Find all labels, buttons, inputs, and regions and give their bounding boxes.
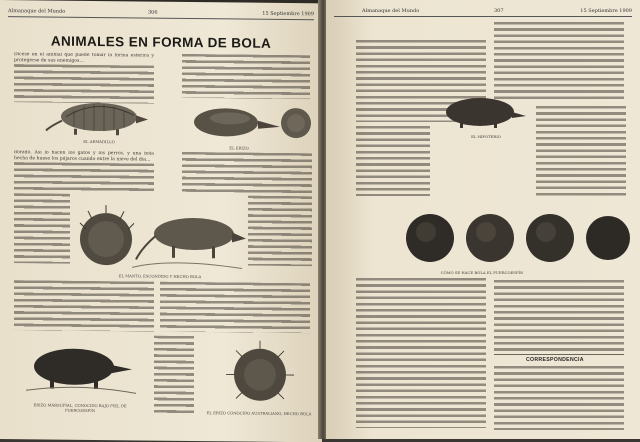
body-column-right-bottom [160,282,310,334]
left-running-head-date: 15 Septiembre 1909 [262,10,314,18]
article-title: ANIMALES EN FORMA DE BOLA [50,33,272,51]
right-running-head [334,6,632,17]
right-column-left-bottom [356,278,486,428]
right-running-head-title: Almanaque del Mundo [362,8,420,14]
caption-hedgehog-group: EL MANTO, ESCONDIDO Y HECHO BOLA [118,273,202,280]
right-column-right-mid [536,106,626,196]
hedgehog-illustration [430,90,530,134]
intro-text: Dícese en el animal que puede tomar la forma esférica y protegerse de sus enemigos... [14,52,154,65]
section-rule [494,354,624,355]
hedgehog-group-illustration [72,197,248,275]
body-column-mid-bottom [154,336,194,416]
intro-column-right [182,54,310,99]
correspondence-column [494,366,624,430]
left-running-head [8,6,314,20]
caption-armadillo: EL ARMADILLO [83,138,115,145]
body-column-right-top [182,152,312,193]
spiny-echidna-illustration [204,338,314,409]
body-column-right-narrow [248,196,312,267]
right-page [326,0,640,439]
section-title: CORRESPONDENCIA [526,357,584,363]
caption-hedgehog: EL HIPOTERIO [471,134,501,139]
right-column-right-bottom [494,280,624,352]
right-column-left-narrow [356,126,430,196]
left-running-head-title: Almanaque del Mundo [8,8,66,15]
mole-illustration [20,334,140,399]
right-running-head-date: 15 Septiembre 1909 [580,8,632,14]
caption-mole: ERIZO MARSUPIAL, CONOCIDO BAJO PIEL DE PUERCOESPÍN [33,402,127,413]
body-column-left-narrow [14,193,70,264]
rolled-balls-illustration [402,210,632,270]
caption-spiny: EL ERIZO CONOCIDO AUSTRALIANO, HECHO BOLA [206,410,312,417]
body-text-left: dorado. Así lo hacen los gatos y los perros, y una bola hecha de hueso los pájaros cuando entre la nieve del día... [14,150,154,163]
caption-balls: CÓMO SE HACE BOLA EL PUERCOESPÍN [440,270,524,275]
armadillo-illustration [44,92,154,137]
body-column-left-bottom [14,280,154,331]
caption-echidna: EL ERIZO [229,145,249,151]
right-page-number: 307 [494,8,504,14]
body-column-left-top [14,150,154,191]
echidna-illustration [184,96,314,145]
left-page-number: 306 [148,9,158,16]
